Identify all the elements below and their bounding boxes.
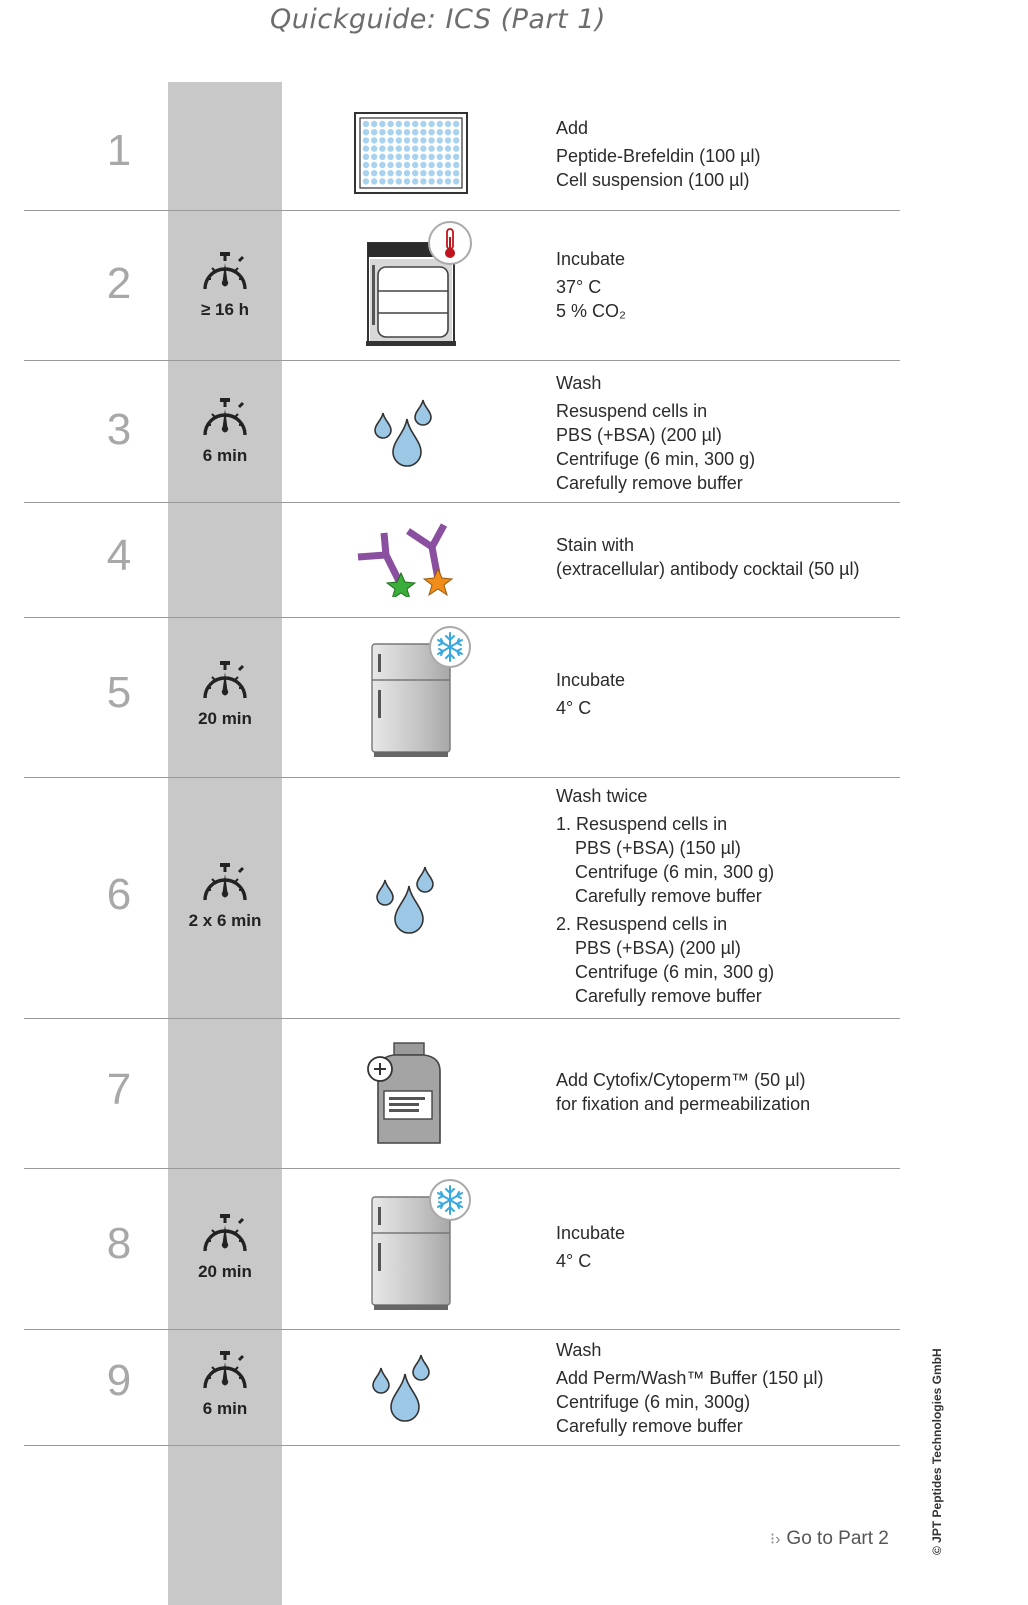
step-text: Wash twice 1. Resuspend cells in PBS (+BSA) (150 µl) Centrifuge (6 min, 300 g) Carefully remove buffer 2. Resuspend cells in PBS (+BSA) (200 µl) Centrifuge (6 min, 300 g) Carefully remove buffer <box>556 786 775 1006</box>
plate-well <box>371 137 377 143</box>
plate-well <box>428 129 434 135</box>
well-plate-icon <box>354 112 468 198</box>
plate-well <box>420 137 426 143</box>
plate-well <box>371 121 377 127</box>
plate-well <box>387 162 393 168</box>
plate-well <box>453 162 459 168</box>
plate-well <box>437 121 443 127</box>
step-row-2 <box>24 211 900 361</box>
plate-well <box>404 121 410 127</box>
step-number: 1 <box>106 126 132 175</box>
plate-well <box>412 145 418 151</box>
plate-well <box>412 137 418 143</box>
plate-well <box>371 178 377 184</box>
step-row-8 <box>24 1169 900 1330</box>
plate-well <box>379 129 385 135</box>
plate-well <box>404 137 410 143</box>
stopwatch-timer <box>168 862 282 931</box>
plate-well <box>428 170 434 176</box>
step-number: 6 <box>106 870 132 919</box>
plate-well <box>453 121 459 127</box>
timer-label: 6 min <box>202 446 248 465</box>
plate-well <box>420 178 426 184</box>
plate-well <box>379 154 385 160</box>
plate-well <box>428 137 434 143</box>
plate-well <box>379 137 385 143</box>
plate-well <box>379 121 385 127</box>
plate-well <box>412 129 418 135</box>
reagent-bottle-icon <box>364 1041 448 1151</box>
stopwatch-icon <box>198 1350 252 1398</box>
stopwatch-icon <box>198 397 252 445</box>
plate-well <box>412 170 418 176</box>
plate-well <box>396 145 402 151</box>
plate-well <box>363 170 369 176</box>
step-number: 7 <box>106 1065 132 1114</box>
plate-well <box>396 121 402 127</box>
step-text: Incubate 4° C <box>556 670 626 718</box>
step-text: Wash Resuspend cells in PBS (+BSA) (200 µl) Centrifuge (6 min, 300 g) Carefully remove buffer <box>556 373 756 493</box>
plate-well <box>420 154 426 160</box>
plate-well <box>453 145 459 151</box>
plate-well <box>453 170 459 176</box>
plate-well <box>404 129 410 135</box>
plate-well <box>420 145 426 151</box>
plate-well <box>379 170 385 176</box>
step-row-9 <box>24 1330 900 1446</box>
plate-well <box>445 129 451 135</box>
step-number: 9 <box>106 1356 132 1405</box>
plate-well <box>412 162 418 168</box>
step-row-3 <box>24 361 900 503</box>
plate-well <box>445 145 451 151</box>
plate-well <box>445 137 451 143</box>
plate-well <box>453 154 459 160</box>
timer-label: ≥ 16 h <box>200 300 250 319</box>
plate-well <box>379 178 385 184</box>
plate-well <box>387 178 393 184</box>
plate-well <box>363 178 369 184</box>
plate-well <box>396 178 402 184</box>
plate-well <box>387 137 393 143</box>
plate-well <box>363 137 369 143</box>
plate-well <box>445 154 451 160</box>
step-number: 5 <box>106 668 132 717</box>
step-row-6 <box>24 778 900 1019</box>
step-text: Incubate 37° C 5 % CO₂ <box>556 249 627 321</box>
droplets-icon <box>372 399 436 473</box>
step-text: Stain with (extracellular) antibody cocktail (50 µl) <box>556 535 860 579</box>
plate-well <box>412 154 418 160</box>
plate-well <box>371 162 377 168</box>
plate-well <box>445 178 451 184</box>
plate-well <box>420 170 426 176</box>
plate-well <box>437 154 443 160</box>
stopwatch-icon <box>198 660 252 708</box>
plate-well <box>437 129 443 135</box>
plate-well <box>428 145 434 151</box>
plate-well <box>379 162 385 168</box>
plate-well <box>371 145 377 151</box>
fridge-icon <box>370 626 480 762</box>
stopwatch-timer <box>168 397 282 466</box>
plate-well <box>363 129 369 135</box>
plate-well <box>363 162 369 168</box>
go-to-part-2-link[interactable]: ⁝› Go to Part 2 <box>770 1528 889 1549</box>
plate-well <box>371 170 377 176</box>
timer-label: 2 x 6 min <box>188 911 262 930</box>
plate-well <box>453 178 459 184</box>
stopwatch-timer <box>168 1350 282 1419</box>
step-number: 4 <box>106 531 132 580</box>
plate-well <box>404 154 410 160</box>
plate-well <box>428 178 434 184</box>
plate-well <box>387 170 393 176</box>
plate-well <box>412 178 418 184</box>
step-number: 8 <box>106 1219 132 1268</box>
droplets-icon <box>370 1354 434 1428</box>
droplets-icon <box>374 866 438 940</box>
plate-well <box>437 178 443 184</box>
stopwatch-timer <box>168 660 282 729</box>
step-row-4 <box>24 503 900 618</box>
row-divider <box>24 1445 900 1446</box>
step-text: Add Cytofix/Cytoperm™ (50 µl) for fixation and permeabilization <box>556 1070 811 1114</box>
plate-well <box>396 137 402 143</box>
plate-well <box>420 121 426 127</box>
step-text: Add Peptide-Brefeldin (100 µl) Cell suspension (100 µl) <box>556 118 761 190</box>
timer-label: 6 min <box>202 1399 248 1418</box>
step-row-1 <box>24 82 900 211</box>
step-text: Incubate 4° C <box>556 1223 626 1271</box>
plate-well <box>453 129 459 135</box>
plate-well <box>404 178 410 184</box>
plate-well <box>420 129 426 135</box>
copyright-notice: © JPT Peptides Technologies GmbH <box>930 1348 944 1555</box>
plate-well <box>396 162 402 168</box>
plate-well <box>371 154 377 160</box>
fridge-icon <box>370 1179 480 1315</box>
plate-well <box>453 137 459 143</box>
plate-well <box>445 162 451 168</box>
plate-well <box>445 121 451 127</box>
plate-well <box>387 154 393 160</box>
page-title: Quickguide: ICS (Part 1) <box>270 4 606 35</box>
plate-well <box>437 162 443 168</box>
plate-well <box>396 129 402 135</box>
plate-well <box>428 154 434 160</box>
plate-well <box>412 121 418 127</box>
plate-well <box>404 170 410 176</box>
plate-well <box>420 162 426 168</box>
plate-well <box>396 170 402 176</box>
plate-well <box>371 129 377 135</box>
antibody-icon <box>354 517 458 601</box>
timer-label: 20 min <box>198 1262 252 1281</box>
plate-well <box>363 145 369 151</box>
plate-well <box>445 170 451 176</box>
step-number: 2 <box>106 259 132 308</box>
chevron-right-icon: ⁝› <box>770 1531 781 1548</box>
stopwatch-timer <box>168 1213 282 1282</box>
incubator-icon <box>366 221 476 353</box>
plate-well <box>404 145 410 151</box>
plate-well <box>379 145 385 151</box>
plate-well <box>387 121 393 127</box>
plate-well <box>387 129 393 135</box>
step-row-7 <box>24 1019 900 1169</box>
plate-well <box>404 162 410 168</box>
plate-well <box>428 121 434 127</box>
plate-well <box>396 154 402 160</box>
plate-well <box>363 121 369 127</box>
plate-well <box>437 137 443 143</box>
plate-well <box>387 145 393 151</box>
plate-well <box>428 162 434 168</box>
stopwatch-timer <box>168 251 282 320</box>
stopwatch-icon <box>198 862 252 910</box>
stopwatch-icon <box>198 1213 252 1261</box>
plate-well <box>437 145 443 151</box>
stopwatch-icon <box>198 251 252 299</box>
plate-well <box>437 170 443 176</box>
plate-well <box>363 154 369 160</box>
step-row-5 <box>24 618 900 778</box>
step-number: 3 <box>106 405 132 454</box>
step-text: Wash Add Perm/Wash™ Buffer (150 µl) Centrifuge (6 min, 300g) Carefully remove buffer <box>556 1340 824 1436</box>
timer-label: 20 min <box>198 709 252 728</box>
